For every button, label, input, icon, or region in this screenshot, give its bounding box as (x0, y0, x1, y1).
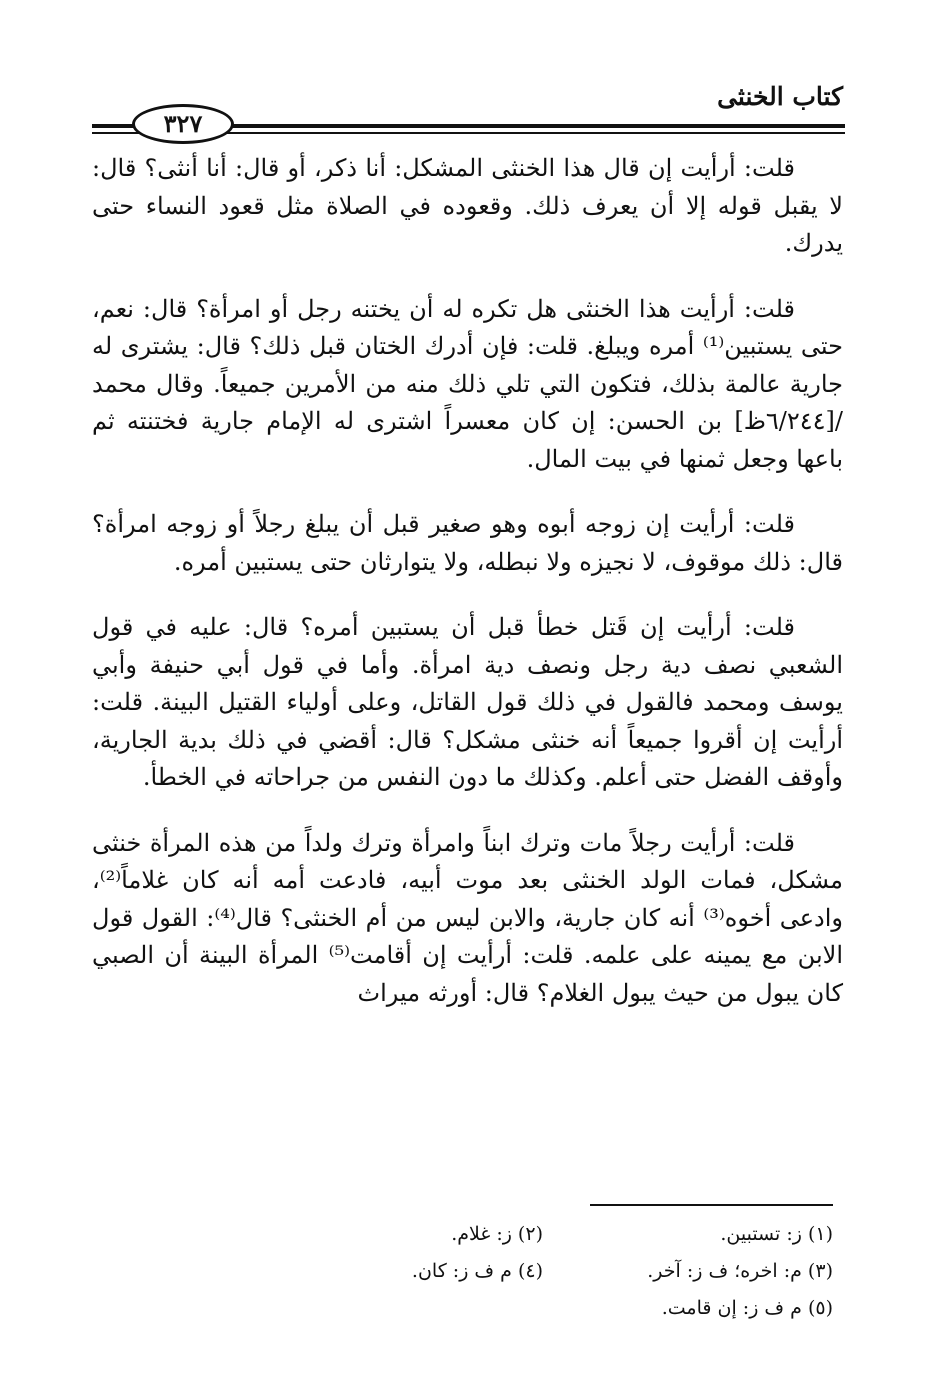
footnote: (٤) م ف ز: كان. (411, 1260, 543, 1282)
paragraph: قلت: أرأيت إن قال هذا الخنثى المشكل: أنا ذكر، أو قال: أنا أنثى؟ قال: لا يقبل قوله إلا أن يعرف ذلك. وقعوده في الصلاة مثل قعود النساء حتى يدرك. (92, 154, 843, 257)
footnote-row (250, 1290, 833, 1327)
footnote: (٥) م ف ز: إن قامت. (661, 1297, 833, 1319)
paragraph: قلت: أرأيت رجلاً مات وترك ابناً وامرأة وترك ولداً من هذه المرأة خنثى مشكل، فمات الولد الخنثى بعد موت أبيه، فادعت أمه أنه كان غلاماً⁽²⁾، وادعى أخوه⁽³⁾ أنه كان جارية، والابن ليس من أم الخنثى؟ قال⁽⁴⁾: القول قول الابن مع يمينه على علمه. قلت: أرأيت إن أقامت⁽⁵⁾ المرأة البينة أن الصبي كان يبول من حيث يبول الغلام؟ قال: أورثه ميراث (92, 828, 844, 1007)
main-text (92, 150, 843, 1040)
footnote-separator (590, 1204, 833, 1206)
footnote-row (250, 1253, 833, 1290)
paragraph: قلت: أرأيت إن قَتل خطأ قبل أن يستبين أمره؟ قال: عليه في قول الشعبي نصف دية رجل ونصف دية امرأة. وأما في قول أبي حنيفة وأبي يوسف ومحمد فالقول في ذلك قول القاتل، وعلى أولياء القتيل البينة. قلت: أرأيت إن أقروا جميعاً أنه خنثى مشكل؟ قال: أقضي في ذلك بدية الجارية، وأوقف الفضل حتى أعلم. وكذلك ما دون النفس من جراحاته في الخطأ. (92, 613, 843, 791)
footnote-row (250, 1216, 833, 1253)
paragraph: قلت: أرأيت إن زوجه أبوه وهو صغير قبل أن يبلغ رجلاً أو زوجه امرأة؟ قال: ذلك موقوف، لا نجيزه ولا نبطله، ولا يتوارثان حتى يستبين أمره. (92, 510, 843, 576)
page-number: ٣٢٧ (132, 104, 234, 144)
paragraph: قلت: أرأيت هذا الخنثى هل تكره له أن يختنه رجل أو امرأة؟ قال: نعم، حتى يستبين⁽¹⁾ أمره ويبلغ. قلت: فإن أدرك الختان قبل ذلك؟ قال: يشترى له جارية عالمة بذلك، فتكون التي تلي ذلك منه من الأمرين جميعاً. وقال محمد /[٦/٢٤٤ظ] بن الحسن: إن كان معسراً اشترى له الإمام جارية فختنته ثم باعها وجعل ثمنها في بيت المال. (92, 294, 843, 473)
footnote: (٢) ز: غلام. (451, 1223, 543, 1245)
running-header-title: كتاب الخنثى (717, 82, 843, 111)
footnotes (250, 1216, 833, 1327)
footnote: (٣) م: اخره؛ ف ز: آخر. (647, 1260, 833, 1282)
footnote: (١) ز: تستبين. (720, 1223, 833, 1245)
